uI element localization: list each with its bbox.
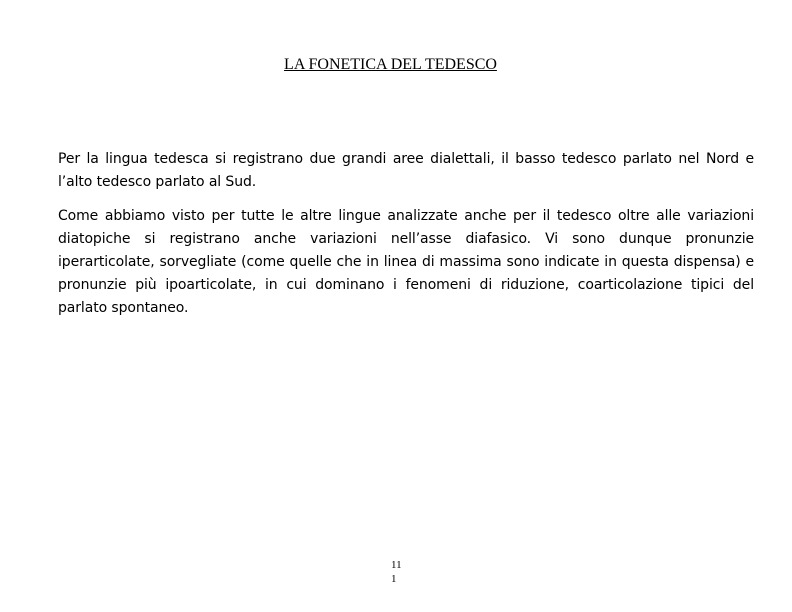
- paragraph-dialects: Per la lingua tedesca si registrano due grandi aree dialettali, il basso tedesco parlato nel Nord e l’alto tedesco parlato al Sud.: [58, 151, 754, 190]
- page-number: [391, 558, 402, 586]
- page-number-line-1: 11: [391, 559, 402, 571]
- paragraph-variations: Come abbiamo visto per tutte le altre lingue analizzate anche per il tedesco oltre alle variazioni diatopiche si registrano anche variazioni nell’asse diafasico. Vi sono dunque pronunzie iperarticolate, sorvegliate (come quelle che in linea di massima sono indicate in questa dispensa) e pronunzie più ipoarticolate, in cui dominano i fenomeni di riduzione, coarticolazione tipici del parlato spontaneo.: [58, 208, 754, 316]
- page-title: LA FONETICA DEL TEDESCO: [284, 56, 497, 73]
- page-number-line-2: 1: [391, 573, 397, 585]
